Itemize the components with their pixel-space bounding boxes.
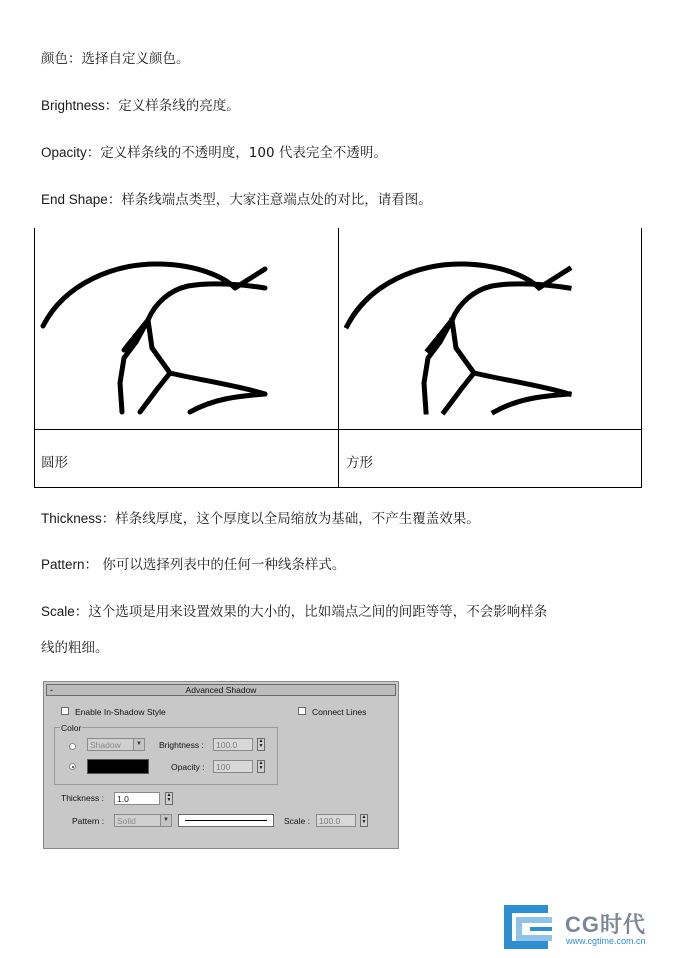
paragraph-term: End Shape: [41, 192, 108, 207]
pattern-combo-value: Solid: [117, 816, 136, 826]
paragraph-term: Thickness: [41, 511, 102, 526]
pattern-combo[interactable]: [114, 814, 172, 827]
paragraph-desc: 线的粗细。: [41, 640, 109, 656]
paragraph-thickness: [41, 509, 480, 529]
scale-spinner[interactable]: ▲ ▼: [361, 814, 367, 825]
connect-lines-label: Connect Lines: [312, 707, 367, 717]
thickness-label: Thickness :: [61, 793, 104, 803]
collapse-icon[interactable]: -: [50, 685, 53, 695]
shadow-color-radio[interactable]: [69, 743, 76, 750]
paragraph-scale: [41, 602, 547, 622]
color-group-title: Color: [61, 723, 82, 733]
chevron-down-icon[interactable]: ▼: [160, 815, 171, 826]
color-group: [54, 727, 278, 785]
opacity-spinner[interactable]: ▲ ▼: [258, 760, 264, 771]
scale-label: Scale :: [284, 816, 310, 826]
paragraph-desc: 这个选项是用来设置效果的大小的，比如端点之间的间距等等，不会影响样条: [88, 604, 548, 620]
rollout-title: Advanced Shadow: [185, 685, 257, 695]
square-cap-illustration: [344, 258, 584, 418]
paragraph-desc: 颜色：选择自定义颜色。: [41, 51, 190, 67]
end-shape-comparison-table: [34, 228, 642, 488]
enable-in-shadow-label: Enable In-Shadow Style: [75, 707, 166, 717]
logo-brand-text: CG时代: [565, 912, 647, 937]
opacity-field[interactable]: [213, 760, 253, 773]
paragraph-term: Scale: [41, 604, 75, 619]
opacity-label: Opacity :: [171, 762, 205, 772]
paragraph-separator: ：: [84, 557, 99, 573]
advanced-shadow-rollout-header[interactable]: [46, 684, 396, 696]
scale-value: 100.0: [319, 816, 341, 826]
paragraph-desc: 你可以选择列表中的任何一种线条样式。: [98, 557, 346, 573]
custom-color-radio[interactable]: [69, 763, 76, 770]
cgtime-logo: [502, 902, 672, 952]
paragraph-desc: 样条线端点类型，大家注意端点处的对比，请看图。: [121, 192, 432, 208]
brightness-spinner[interactable]: ▲ ▼: [258, 738, 264, 749]
paragraph-term: Pattern: [41, 557, 85, 572]
brightness-field[interactable]: [213, 738, 253, 751]
paragraph-separator: ：: [74, 604, 89, 620]
pattern-label: Pattern :: [72, 816, 105, 826]
paragraph-term: Brightness: [41, 98, 105, 113]
square-cap-label: 方形: [346, 455, 373, 471]
paragraph-separator: ：: [104, 98, 119, 114]
advanced-shadow-panel: [43, 681, 399, 849]
paragraph-brightness: [41, 96, 240, 116]
thickness-spinner[interactable]: ▲ ▼: [166, 792, 172, 803]
paragraph-desc: 样条线厚度，这个厚度以全局缩放为基础，不产生覆盖效果。: [115, 511, 480, 527]
cgtime-logo-mark-icon: [502, 903, 554, 951]
paragraph-scale-continued: [41, 638, 109, 658]
paragraph-end-shape: [41, 190, 432, 210]
scale-field[interactable]: [316, 814, 356, 827]
shadow-combo-value: Shadow: [90, 740, 121, 750]
connect-lines-checkbox[interactable]: [298, 707, 306, 715]
custom-color-swatch[interactable]: [87, 759, 149, 774]
shadow-color-combo[interactable]: [87, 738, 145, 751]
round-cap-illustration: [40, 258, 280, 418]
paragraph-separator: ：: [107, 192, 122, 208]
paragraph-separator: ：: [101, 511, 116, 527]
paragraph-desc: 定义样条线的亮度。: [118, 98, 240, 114]
thickness-value: 1.0: [117, 794, 129, 804]
paragraph-separator: ：: [86, 145, 101, 161]
logo-url-text: www.cgtime.com.cn: [566, 936, 646, 946]
brightness-label: Brightness :: [159, 740, 204, 750]
opacity-value: 100: [216, 762, 231, 772]
enable-in-shadow-checkbox[interactable]: [61, 707, 69, 715]
brightness-value: 100.0: [216, 740, 238, 750]
chevron-down-icon[interactable]: ▼: [133, 739, 144, 750]
paragraph-term: Opacity: [41, 145, 87, 160]
paragraph-color: [41, 49, 190, 69]
paragraph-desc: 定义样条线的不透明度，100 代表完全不透明。: [100, 145, 387, 161]
pattern-preview: [178, 814, 274, 827]
paragraph-pattern: [41, 555, 345, 575]
paragraph-opacity: [41, 143, 387, 163]
round-cap-label: 圆形: [41, 455, 68, 471]
thickness-field[interactable]: [114, 792, 160, 805]
